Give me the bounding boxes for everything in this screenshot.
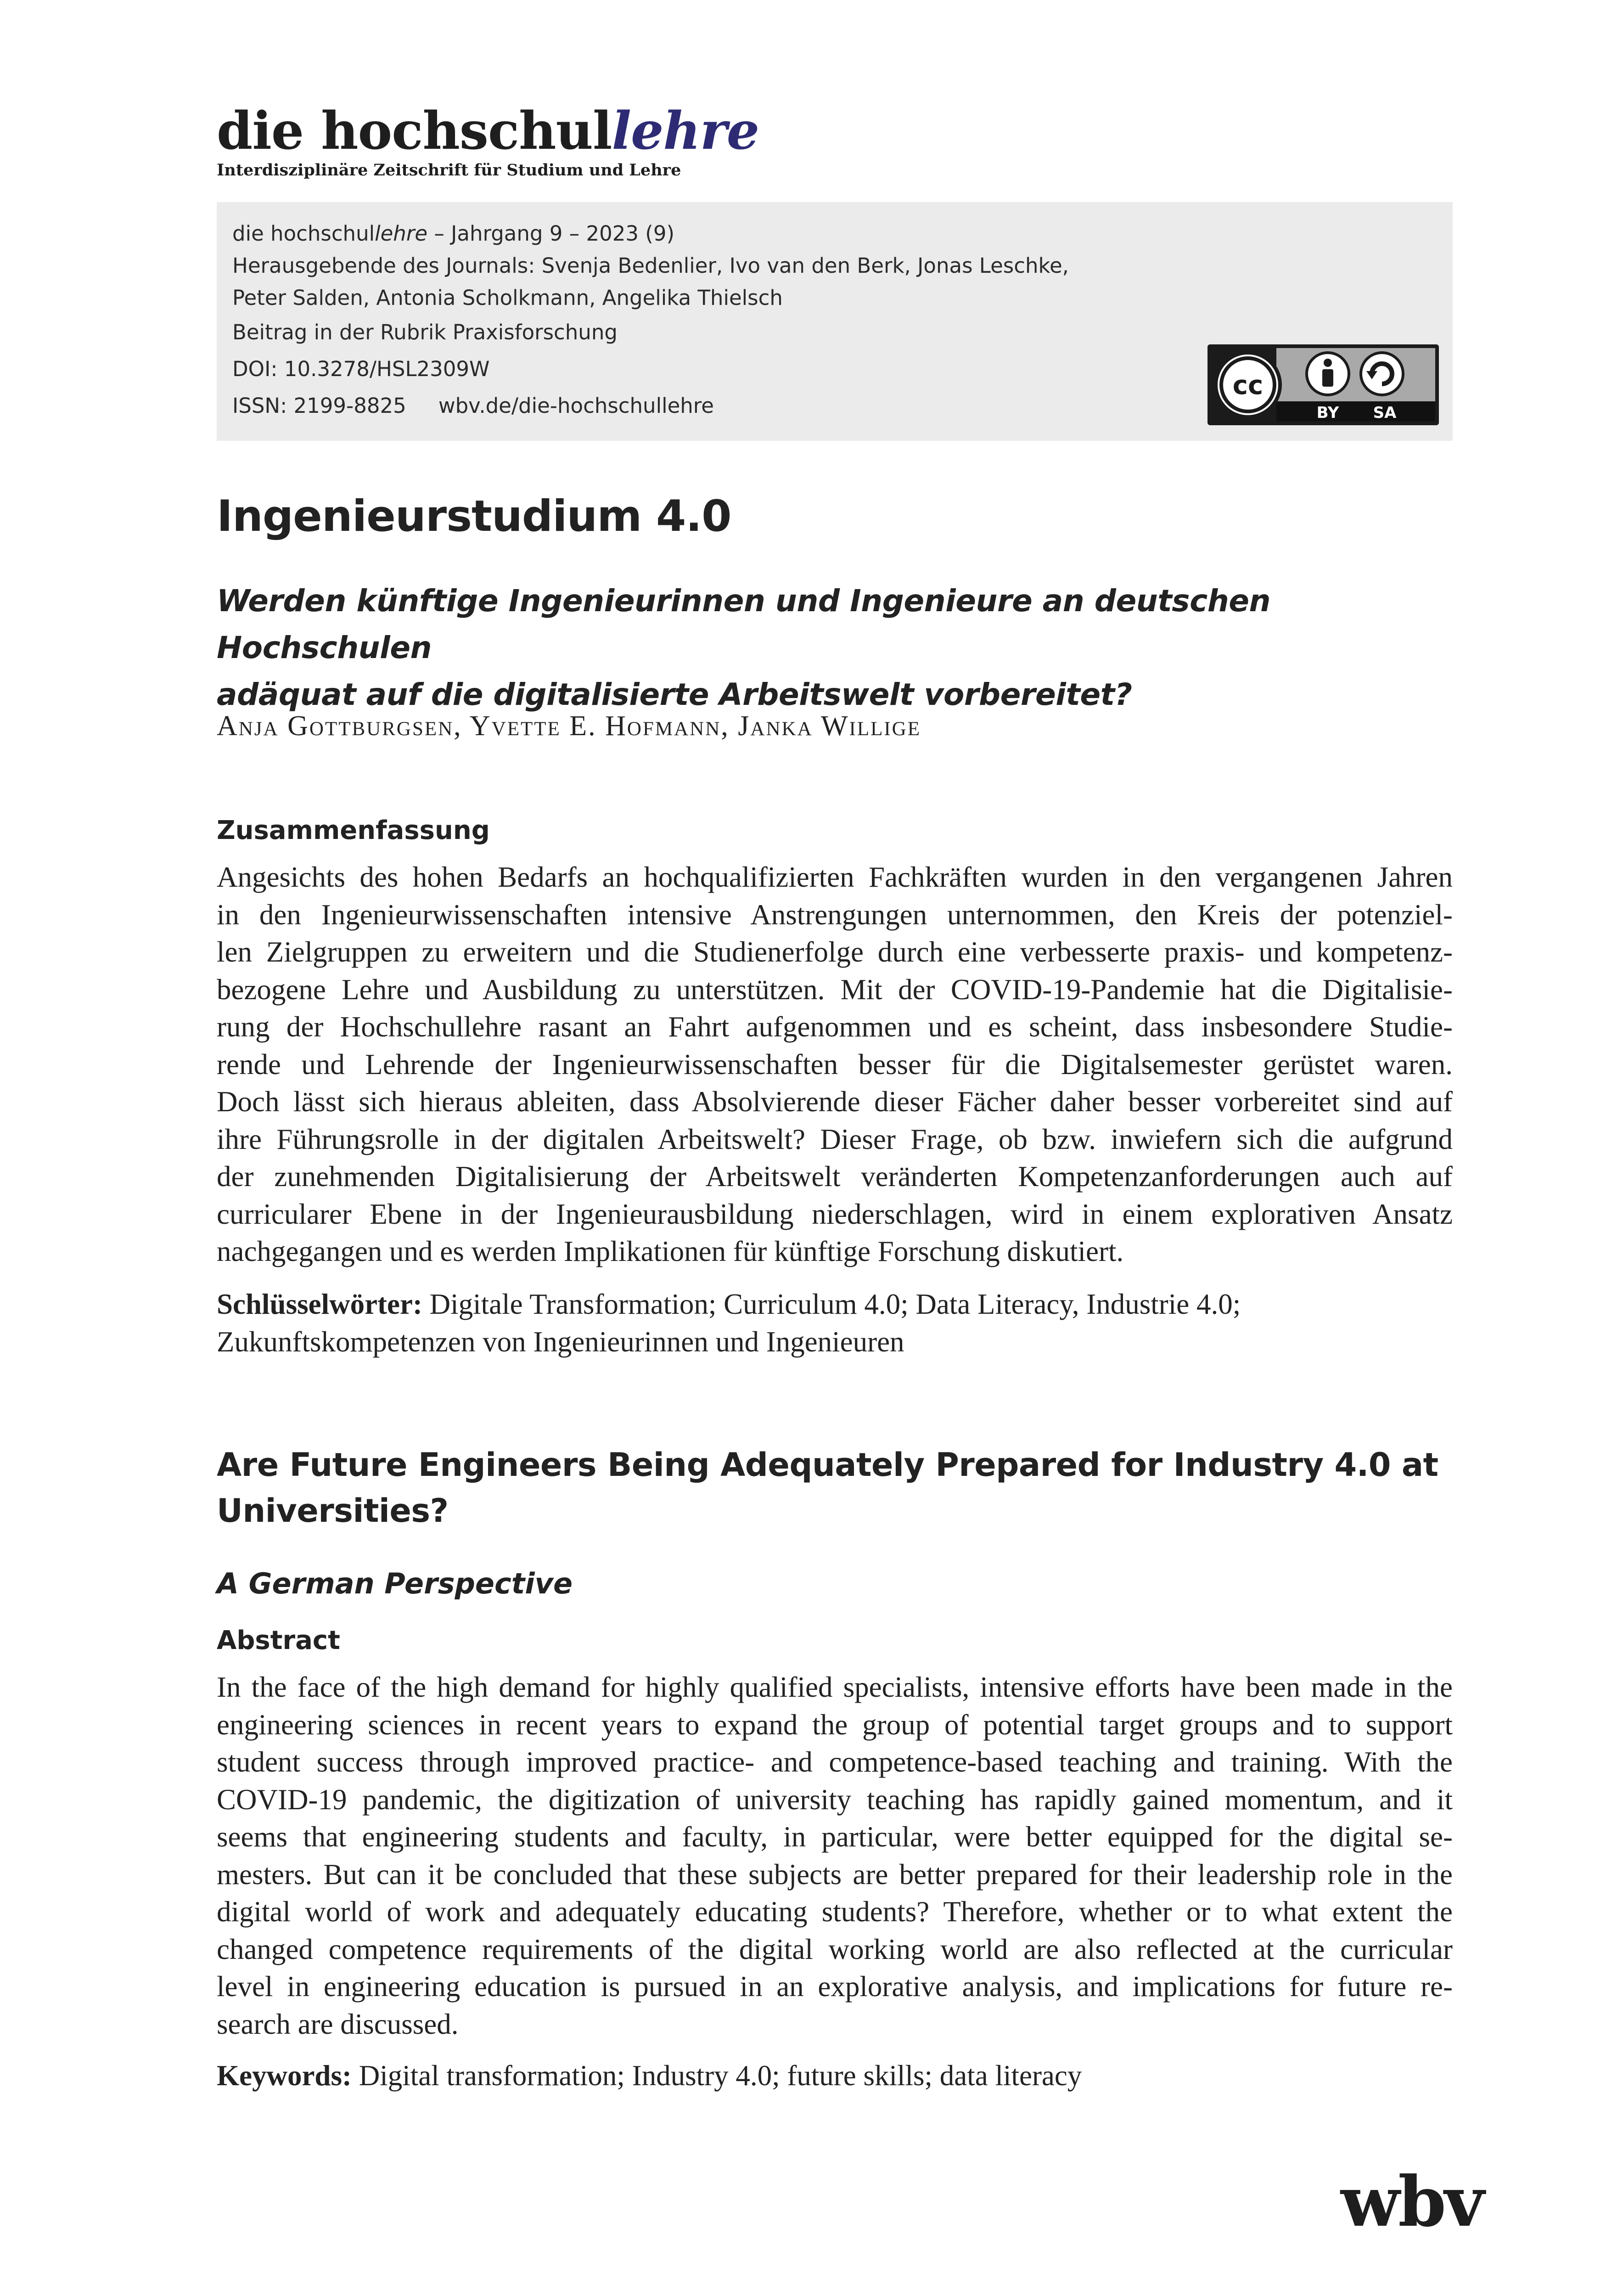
- paragraph-line: bezogene Lehre und Ausbildung zu unterstützen. Mit der COVID-19-Pandemie hat die Digitalisie-: [217, 973, 1453, 1006]
- keywords-text: Digitale Transformation; Curriculum 4.0; Data Literacy, Industrie 4.0;: [422, 1288, 1241, 1320]
- paragraph-line: der zunehmenden Digitalisierung der Arbeitswelt veränderten Kompetenzanforderungen auch auf: [217, 1160, 1453, 1193]
- cc-by-sa-icon[interactable]: [1207, 344, 1439, 425]
- svg-text:cc: cc: [1232, 371, 1264, 400]
- paragraph-line: curricularer Ebene in der Ingenieurausbildung niederschlagen, wird in einem explorativen Ansatz: [217, 1198, 1453, 1230]
- paragraph-line: student success through improved practice- and competence-based teaching and training. With the: [217, 1746, 1453, 1778]
- abstract-heading: Abstract: [217, 1626, 340, 1655]
- keywords: [217, 2057, 1453, 2095]
- paragraph-line: rende und Lehrende der Ingenieurwissenschaften besser für die Digitalsemester gerüstet waren.: [217, 1048, 1453, 1080]
- logo-main-text: die hochschul: [217, 101, 612, 161]
- keywords-line-2: Zukunftskompetenzen von Ingenieurinnen und Ingenieuren: [217, 1325, 904, 1358]
- paragraph-line: rung der Hochschullehre rasant an Fahrt aufgenommen und es scheint, dass insbesondere Studie-: [217, 1011, 1453, 1043]
- keywords-line-1: [217, 1286, 1453, 1323]
- logo-italic-text: lehre: [612, 101, 759, 161]
- journal-name-prefix: die hochschul: [232, 221, 375, 246]
- zusammenfassung-heading: Zusammenfassung: [217, 816, 490, 845]
- editors-line-1: Herausgebende des Journals: Svenja Bedenlier, Ivo van den Berk, Jonas Leschke,: [232, 253, 1069, 278]
- paragraph-line: COVID-19 pandemic, the digitization of university teaching has rapidly gained momentum, and it: [217, 1783, 1453, 1816]
- license-badge-graphic: [1207, 344, 1439, 425]
- journal-volume: [232, 218, 1437, 250]
- website-link[interactable]: wbv.de/die-hochschullehre: [438, 394, 714, 418]
- publisher-logo: wbv: [1341, 2161, 1483, 2242]
- keywords-line: [217, 2057, 1453, 2095]
- journal-info-box: [217, 202, 1453, 441]
- english-subtitle: A German Perspective: [217, 1567, 573, 1600]
- english-title-line-1: Are Future Engineers Being Adequately Prepared for Industry 4.0 at: [217, 1446, 1438, 1484]
- paragraph-line: in den Ingenieurwissenschaften intensive Anstrengungen unternommen, den Kreis der potenziel-: [217, 898, 1453, 931]
- article-subtitle: [217, 578, 1453, 718]
- paragraph-line: changed competence requirements of the digital working world are also reflected at the curricular: [217, 1933, 1453, 1965]
- keywords-label: Schlüsselwörter:: [217, 1288, 422, 1320]
- journal-name-italic: lehre: [375, 221, 428, 246]
- paragraph-line: In the face of the high demand for highly qualified specialists, intensive efforts have been made in the: [217, 1671, 1453, 1703]
- paragraph-line: digital world of work and adequately educating students? Therefore, whether or to what extent the: [217, 1896, 1453, 1928]
- paragraph-line: nachgegangen und es werden Implikationen für künftige Forschung diskutiert.: [217, 1235, 1124, 1267]
- paragraph-line: Angesichts des hohen Bedarfs an hochqualifizierten Fachkräften wurden in den vergangenen Jahren: [217, 861, 1453, 893]
- schluesselwoerter: [217, 1286, 1453, 1361]
- article-authors: Anja Gottburgsen, Yvette E. Hofmann, Janka Willige: [217, 710, 921, 742]
- paragraph-line: seems that engineering students and faculty, in particular, were better equipped for the digital se-: [217, 1821, 1453, 1853]
- rubric: Beitrag in der Rubrik Praxisforschung: [232, 320, 618, 344]
- issn: ISSN: 2199-8825: [232, 394, 406, 418]
- english-title-line-2: Universities?: [217, 1492, 449, 1530]
- journal-volume-text: – Jahrgang 9 – 2023 (9): [427, 221, 675, 246]
- zusammenfassung-text: [217, 859, 1453, 1271]
- svg-text:SA: SA: [1373, 404, 1397, 422]
- article-subtitle-line-2: adäquat auf die digitalisierte Arbeitswelt vorbereitet?: [217, 677, 1132, 712]
- paragraph-line: search are discussed.: [217, 2008, 459, 2040]
- paragraph-line: ihre Führungsrolle in der digitalen Arbeitswelt? Dieser Frage, ob bzw. inwiefern sich die aufgrund: [217, 1123, 1453, 1155]
- abstract-text: [217, 1669, 1453, 2043]
- article-subtitle-line-1: Werden künftige Ingenieurinnen und Ingenieure an deutschen Hochschulen: [217, 583, 1270, 665]
- paragraph-line: len Zielgruppen zu erweitern und die Studienerfolge durch eine verbesserte praxis- und kompetenz-: [217, 936, 1453, 968]
- paragraph-line: level in engineering education is pursued in an explorative analysis, and implications for future re-: [217, 1970, 1453, 2003]
- svg-text:BY: BY: [1316, 404, 1339, 422]
- journal-logo: [217, 101, 759, 161]
- journal-tagline: Interdisziplinäre Zeitschrift für Studium und Lehre: [217, 161, 681, 180]
- article-title: Ingenieurstudium 4.0: [217, 491, 731, 541]
- journal-masthead: [217, 101, 759, 180]
- paragraph-line: mesters. But can it be concluded that these subjects are better prepared for their leadership role in the: [217, 1858, 1453, 1891]
- editors-line-2: Peter Salden, Antonia Scholkmann, Angelika Thielsch: [232, 286, 783, 310]
- doi: DOI: 10.3278/HSL2309W: [232, 357, 490, 381]
- keywords-label: Keywords:: [217, 2060, 352, 2092]
- keywords-text: Digital transformation; Industry 4.0; future skills; data literacy: [351, 2060, 1082, 2092]
- paragraph-line: engineering sciences in recent years to expand the group of potential target groups and to support: [217, 1708, 1453, 1741]
- english-title: [217, 1442, 1453, 1534]
- paragraph-line: Doch lässt sich hieraus ableiten, dass Absolvierende dieser Fächer daher besser vorbereitet sind auf: [217, 1086, 1453, 1118]
